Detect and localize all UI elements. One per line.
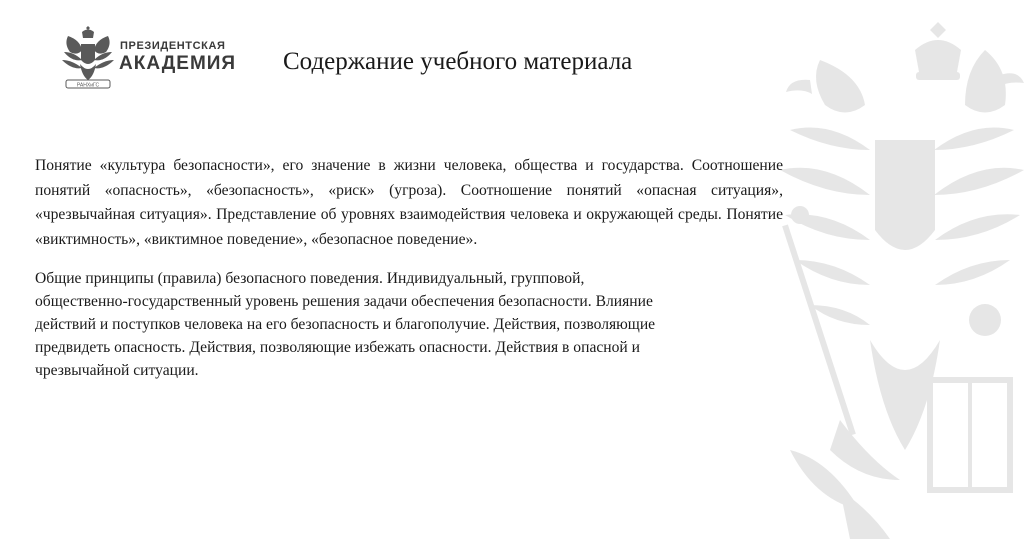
double-headed-eagle-watermark-icon [780, 20, 1024, 539]
logo-line-2: АКАДЕМИЯ [119, 53, 237, 74]
slide-title: Содержание учебного материала [283, 48, 633, 75]
logo-line-1: ПРЕЗИДЕНТСКАЯ [120, 40, 226, 52]
paragraph-2-line: Общие принципы (правила) безопасного поведения. Индивидуальный, групповой, [35, 270, 585, 287]
slide-body [35, 154, 783, 382]
paragraph-2-line: чрезвычайной ситуации. [35, 362, 199, 379]
paragraph-2 [35, 267, 783, 382]
double-headed-eagle-icon [62, 26, 114, 92]
paragraph-2-line: действий и поступков человека на его безопасность и благополучие. Действия, позволяющие [35, 316, 656, 333]
paragraph-2-line: общественно-государственный уровень решения задачи обеспечения безопасности. Влияние [35, 293, 653, 310]
paragraph-1: Понятие «культура безопасности», его значение в жизни человека, общества и государства. Соотношение понятий «опасность», «безопасность», «риск» (угроза). Соотношение понятий «опасная ситуация», «чрезвычайная ситуация». Представление об уровнях взаимодействия человека и окружающей среды. Понятие «виктимность», «виктимное поведение», «безопасное поведение». [35, 157, 783, 248]
logo-ribbon-text: РАНХиГС [76, 82, 100, 89]
presidential-academy-logo [62, 26, 237, 94]
paragraph-2-line: предвидеть опасность. Действия, позволяющие избежать опасности. Действия в опасной и [35, 339, 641, 356]
